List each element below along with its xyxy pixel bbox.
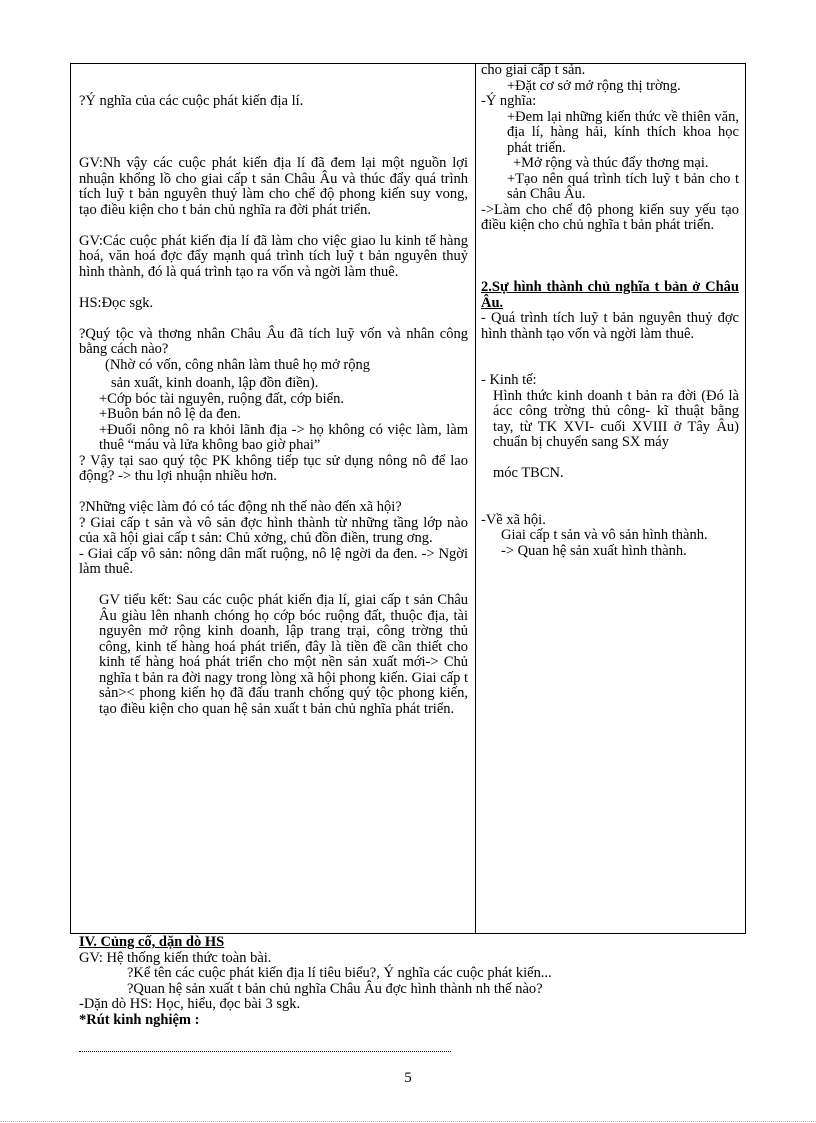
economy-label: - Kinh tế:: [481, 372, 537, 388]
question-accumulation: ?Quý tộc và thơng nhân Châu Âu đã tích luỹ vốn và nhân công bằng cách nào?: [79, 325, 468, 357]
content-line-2: +Đặt cơ sở mở rộng thị trờng.: [507, 77, 681, 94]
review-line: GV: Hệ thống kiến thức toàn bài.: [79, 949, 272, 966]
significance-item-1: +Đem lại những kiến thức về thiên văn, địa lí, hàng hải, kính thích khoa học phát triển.: [507, 108, 739, 156]
teacher-note-2: GV:Các cuộc phát kiến địa lí đã làm cho việc giao lu kinh tế hàng hoá, văn hoá đợc đẩy mạnh quá trình tích luỹ t bản nguyên thuỷ hình thành, đó là quá trình tạo ra vốn và ngời làm thuê.: [79, 232, 468, 280]
experience-heading: *Rút kinh nghiệm :: [79, 1011, 200, 1028]
teacher-note-1: GV:Nh vậy các cuộc phát kiến địa lí đã đem lại một nguồn lợi nhuận khổng lồ cho giai cấp t sản Châu Âu và thúc đẩy quá trình tích luỹ t bản nguyên thuỷ làm cho chế độ phong kiến suy vong, tạo điều kiện cho t bản chủ nghĩa ra đời phát triển.: [79, 155, 468, 218]
answer-line-1: (Nhờ có vốn, công nhân làm thuê họ mở rộng: [105, 356, 371, 373]
page-edge: [0, 1121, 816, 1122]
lesson-footer: [79, 935, 759, 1028]
content-line-1: cho giai cấp t sản.: [481, 62, 586, 78]
review-question-2: ?Quan hệ sản xuất t bản chủ nghĩa Châu Âu đợc hình thành nh thế nào?: [127, 980, 543, 997]
review-question-1: ?Kể tên các cuộc phát kiến địa lí tiêu biểu?, Ý nghĩa các cuộc phát kiến...: [127, 965, 552, 981]
formation-point: - Quá trình tích luỹ t bản nguyên thuỷ đợc hình thành tạo vốn và ngời làm thuê.: [481, 310, 739, 342]
student-activity: HS:Đọc sgk.: [79, 294, 154, 311]
question-serfs: ? Vậy tại sao quý tộc PK không tiếp tục sử dụng nông nô để lao động? -> thu lợi nhuận nhiều hơn.: [79, 452, 468, 484]
society-detail: Giai cấp t sản và vô sản hình thành.: [501, 527, 708, 543]
significance-item-2: +Mở rộng và thúc đẩy thơng mại.: [513, 155, 709, 171]
significance-conclusion: ->Làm cho chế độ phong kiến suy yếu tạo điều kiện cho chủ nghĩa t bản phát triển.: [481, 201, 739, 233]
answer-proletariat: - Giai cấp vô sản: nông dân mất ruộng, nô lệ ngời da đen. -> Ngời làm thuê.: [79, 545, 468, 577]
significance-item-3: +Tạo nên quá trình tích luỹ t bản cho t sản Châu Âu.: [507, 170, 739, 202]
society-label: -Về xã hội.: [481, 511, 546, 528]
consolidation-heading: IV. Củng cố, dặn dò HS: [79, 934, 225, 950]
page-number: 5: [404, 1070, 412, 1086]
economy-detail-cont: móc TBCN.: [493, 465, 564, 481]
answer-item-1: +Cớp bóc tài nguyên, ruộng đất, cớp biển.: [99, 390, 344, 407]
homework-line: -Dặn dò HS: Học, hiểu, đọc bài 3 sgk.: [79, 996, 301, 1012]
question-classes: ? Giai cấp t sản và vô sản đợc hình thành từ những tầng lớp nào của xã hội giai cấp t sản: Chủ xởng, chủ đồn điền, trung ơng.: [79, 514, 468, 546]
significance-label: -Ý nghĩa:: [481, 93, 537, 109]
question-impact: ?Những việc làm đó có tác động nh thế nào đến xã hội?: [79, 499, 402, 515]
answer-line-2: sản xuất, kinh doanh, lập đồn điền).: [111, 375, 319, 391]
section-heading: 2.Sự hình thành chủ nghĩa t bản ở Châu Âu.: [481, 279, 739, 311]
teacher-summary: GV tiểu kết: Sau các cuộc phát kiến địa lí, giai cấp t sản Châu Âu giàu lên nhanh chóng họ cớp bóc ruộng đất, thuộc địa, tài nguyên mở rộng kinh doanh, lập trang trại, công trờng thủ công, kinh tế hàng hoá phát triển, đây là tiền đề cần thiết cho kinh tế hàng hoá phát triển cho một nền sản xuất mới-> Chủ nghĩa t bản ra đời nagy trong lòng xã hội phong kiến. Giai cấp t sản>< phong kiến họ đã đấu tranh chống quý tộc phong kiến, tạo điều kiện cho quan hệ sản xuất t bản chủ nghĩa phát triển.: [99, 592, 468, 717]
column-divider: [475, 63, 476, 934]
left-column: [79, 63, 468, 717]
answer-item-2: +Buôn bán nô lệ da đen.: [99, 406, 241, 422]
dotted-line: [79, 1050, 451, 1052]
right-column: [481, 63, 739, 559]
economy-detail: Hình thức kinh doanh t bản ra đời (Đó là ácc công trờng thủ công- kĩ thuật bằng tay, từ TK XVI- cuối XVIII ở Tây Âu) chuẩn bị chuyển sang SX máy: [493, 387, 739, 450]
question-significance: ?Ý nghĩa của các cuộc phát kiến địa lí.: [79, 93, 304, 109]
answer-item-3: +Đuổi nông nô ra khỏi lãnh địa -> họ không có việc làm, làm thuê “máu và lửa không bao giờ phai”: [99, 421, 468, 453]
society-conclusion: -> Quan hệ sản xuất hình thành.: [501, 542, 687, 559]
